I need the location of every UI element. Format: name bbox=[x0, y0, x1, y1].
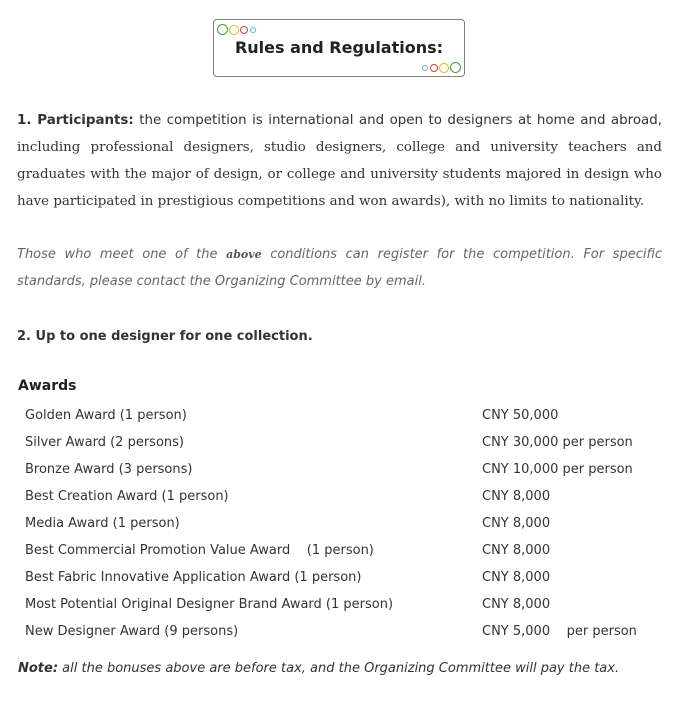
award-name: Best Commercial Promotion Value Award (1 person) bbox=[25, 543, 374, 558]
participants-text-line1: the competition is international and open to designers at home and abroad, bbox=[133, 113, 662, 128]
red-circle-icon bbox=[240, 26, 248, 34]
award-name: Media Award (1 person) bbox=[25, 516, 180, 531]
decorative-circles-bottom-right bbox=[422, 62, 461, 73]
award-prize: CNY 5,000 per person bbox=[482, 624, 637, 639]
green-circle-icon bbox=[450, 62, 461, 73]
note-label: Note: bbox=[18, 661, 59, 676]
award-name: Most Potential Original Designer Brand Award (1 person) bbox=[25, 597, 394, 612]
tax-note bbox=[18, 655, 619, 682]
awards-heading: Awards bbox=[18, 378, 77, 394]
decorative-circles-top-left bbox=[217, 24, 256, 35]
award-name: Best Fabric Innovative Application Award (1 person) bbox=[25, 570, 362, 585]
award-row bbox=[0, 618, 681, 645]
award-row bbox=[0, 564, 681, 591]
award-row bbox=[0, 537, 681, 564]
award-row bbox=[0, 483, 681, 510]
award-prize: CNY 8,000 bbox=[482, 489, 551, 504]
conditions-bold-word: above bbox=[226, 248, 262, 261]
awards-list bbox=[0, 402, 681, 645]
award-prize: CNY 10,000 per person bbox=[482, 462, 633, 477]
award-row bbox=[0, 591, 681, 618]
award-prize: CNY 30,000 per person bbox=[482, 435, 633, 450]
award-prize: CNY 8,000 bbox=[482, 597, 551, 612]
yellow-circle-icon bbox=[439, 63, 449, 73]
red-circle-icon bbox=[430, 64, 438, 72]
award-prize: CNY 8,000 bbox=[482, 570, 551, 585]
conditions-text-part1: Those who meet one of the bbox=[17, 247, 227, 262]
participants-label: 1. Participants: bbox=[17, 113, 134, 128]
award-name: Bronze Award (3 persons) bbox=[25, 462, 193, 477]
award-row bbox=[0, 429, 681, 456]
award-prize: CNY 50,000 bbox=[482, 408, 559, 423]
blue-circle-icon bbox=[422, 65, 428, 71]
award-row bbox=[0, 510, 681, 537]
conditions-paragraph bbox=[17, 241, 662, 295]
conditions-text-part2: conditions can register for the competition. For specific standards, please contact the Organizing Committee by email. bbox=[17, 247, 663, 289]
award-prize: CNY 8,000 bbox=[482, 516, 551, 531]
page-title: Rules and Regulations: bbox=[234, 38, 444, 57]
award-row bbox=[0, 456, 681, 483]
title-box bbox=[213, 19, 465, 77]
collection-rule: 2. Up to one designer for one collection. bbox=[17, 329, 313, 344]
award-prize: CNY 8,000 bbox=[482, 543, 551, 558]
yellow-circle-icon bbox=[229, 25, 239, 35]
award-name: New Designer Award (9 persons) bbox=[25, 624, 239, 639]
green-circle-icon bbox=[217, 24, 228, 35]
participants-text-rest: including professional designers, studio designers, college and university teachers and graduates with the major of design, or college and university students majored in design who have participated in prestigious competitions and won awards), with no limits to nationality. bbox=[17, 140, 662, 209]
award-row bbox=[0, 402, 681, 429]
award-name: Best Creation Award (1 person) bbox=[25, 489, 229, 504]
blue-circle-icon bbox=[250, 27, 256, 33]
award-name: Golden Award (1 person) bbox=[25, 408, 187, 423]
participants-paragraph bbox=[17, 107, 662, 215]
note-text: all the bonuses above are before tax, and the Organizing Committee will pay the tax. bbox=[58, 661, 620, 676]
award-name: Silver Award (2 persons) bbox=[25, 435, 184, 450]
